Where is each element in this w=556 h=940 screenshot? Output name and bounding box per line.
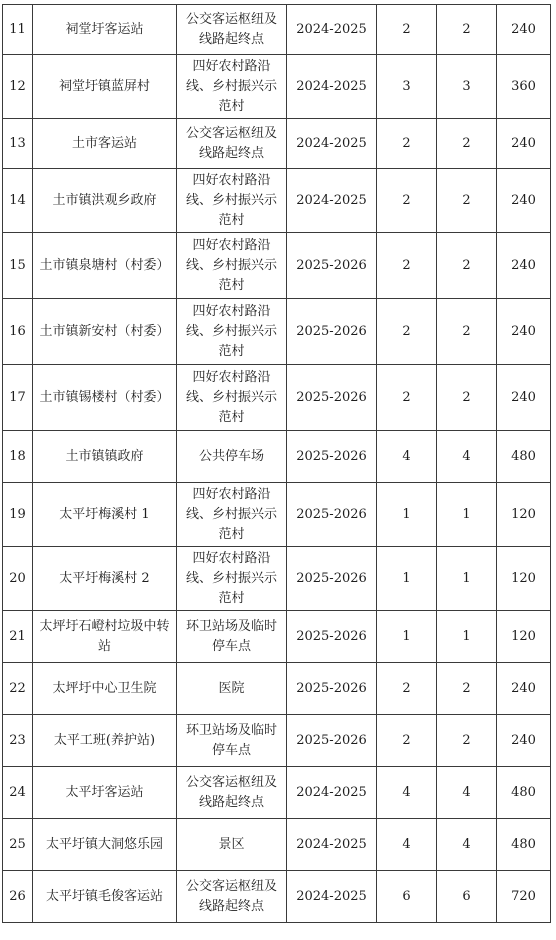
cell-total: 240: [497, 299, 551, 365]
cell-site-type: 环卫站场及临时停车点: [177, 611, 287, 663]
cell-count-a: 2: [377, 5, 437, 55]
cell-location: 土市镇新安村（村委）: [33, 299, 177, 365]
cell-period: 2024-2025: [287, 169, 377, 233]
cell-count-b: 6: [437, 871, 497, 923]
table-row: [3, 169, 551, 233]
cell-number: 23: [3, 715, 33, 767]
cell-location: 土市镇泉塘村（村委）: [33, 233, 177, 299]
cell-count-b: 4: [437, 819, 497, 871]
cell-period: 2025-2026: [287, 483, 377, 547]
cell-location: 太平圩镇毛俊客运站: [33, 871, 177, 923]
cell-location: 祠堂圩客运站: [33, 5, 177, 55]
cell-location: 太平圩梅溪村 1: [33, 483, 177, 547]
cell-count-b: 2: [437, 299, 497, 365]
cell-total: 360: [497, 55, 551, 119]
cell-number: 21: [3, 611, 33, 663]
cell-location: 祠堂圩镇蓝屏村: [33, 55, 177, 119]
cell-count-a: 4: [377, 819, 437, 871]
table-row: [3, 819, 551, 871]
cell-count-a: 2: [377, 663, 437, 715]
cell-period: 2025-2026: [287, 233, 377, 299]
cell-total: 120: [497, 483, 551, 547]
cell-count-a: 4: [377, 431, 437, 483]
cell-number: 26: [3, 871, 33, 923]
cell-count-a: 2: [377, 299, 437, 365]
cell-period: 2024-2025: [287, 5, 377, 55]
cell-period: 2024-2025: [287, 55, 377, 119]
cell-total: 480: [497, 819, 551, 871]
table-row: [3, 365, 551, 431]
cell-site-type: 景区: [177, 819, 287, 871]
cell-number: 14: [3, 169, 33, 233]
cell-count-b: 2: [437, 365, 497, 431]
table-row: [3, 299, 551, 365]
cell-site-type: 四好农村路沿线、乡村振兴示范村: [177, 365, 287, 431]
cell-count-a: 2: [377, 365, 437, 431]
cell-location: 土市镇镇政府: [33, 431, 177, 483]
table-row: [3, 233, 551, 299]
cell-total: 720: [497, 871, 551, 923]
cell-count-b: 1: [437, 547, 497, 611]
cell-site-type: 公交客运枢纽及线路起终点: [177, 119, 287, 169]
cell-period: 2025-2026: [287, 611, 377, 663]
cell-location: 太平圩镇大洞悠乐园: [33, 819, 177, 871]
cell-count-a: 2: [377, 119, 437, 169]
cell-count-b: 2: [437, 169, 497, 233]
cell-total: 240: [497, 169, 551, 233]
cell-site-type: 四好农村路沿线、乡村振兴示范村: [177, 169, 287, 233]
table-row: [3, 119, 551, 169]
cell-count-b: 2: [437, 663, 497, 715]
cell-site-type: 公共停车场: [177, 431, 287, 483]
cell-total: 480: [497, 431, 551, 483]
table-row: [3, 767, 551, 819]
cell-count-a: 2: [377, 233, 437, 299]
table-row: [3, 431, 551, 483]
cell-period: 2024-2025: [287, 119, 377, 169]
cell-period: 2024-2025: [287, 871, 377, 923]
table-row: [3, 483, 551, 547]
table-row: [3, 611, 551, 663]
cell-number: 13: [3, 119, 33, 169]
cell-site-type: 环卫站场及临时停车点: [177, 715, 287, 767]
cell-site-type: 公交客运枢纽及线路起终点: [177, 871, 287, 923]
cell-period: 2024-2025: [287, 767, 377, 819]
cell-site-type: 公交客运枢纽及线路起终点: [177, 767, 287, 819]
cell-number: 12: [3, 55, 33, 119]
cell-count-a: 1: [377, 483, 437, 547]
cell-site-type: 四好农村路沿线、乡村振兴示范村: [177, 233, 287, 299]
cell-number: 20: [3, 547, 33, 611]
cell-count-b: 1: [437, 483, 497, 547]
cell-total: 240: [497, 5, 551, 55]
cell-count-a: 1: [377, 611, 437, 663]
cell-number: 18: [3, 431, 33, 483]
data-table: [2, 4, 551, 923]
cell-site-type: 四好农村路沿线、乡村振兴示范村: [177, 55, 287, 119]
cell-site-type: 四好农村路沿线、乡村振兴示范村: [177, 547, 287, 611]
cell-location: 太平工班(养护站): [33, 715, 177, 767]
cell-location: 土市镇锡楼村（村委）: [33, 365, 177, 431]
cell-number: 16: [3, 299, 33, 365]
cell-total: 480: [497, 767, 551, 819]
cell-period: 2025-2026: [287, 365, 377, 431]
cell-period: 2025-2026: [287, 547, 377, 611]
cell-count-a: 3: [377, 55, 437, 119]
cell-number: 22: [3, 663, 33, 715]
table-row: [3, 715, 551, 767]
cell-count-b: 4: [437, 431, 497, 483]
cell-site-type: 公交客运枢纽及线路起终点: [177, 5, 287, 55]
cell-count-b: 4: [437, 767, 497, 819]
cell-total: 240: [497, 715, 551, 767]
cell-count-a: 2: [377, 169, 437, 233]
cell-count-b: 2: [437, 119, 497, 169]
cell-count-a: 2: [377, 715, 437, 767]
cell-total: 120: [497, 611, 551, 663]
cell-count-b: 1: [437, 611, 497, 663]
cell-location: 太平圩客运站: [33, 767, 177, 819]
cell-number: 25: [3, 819, 33, 871]
cell-count-a: 1: [377, 547, 437, 611]
cell-period: 2025-2026: [287, 299, 377, 365]
cell-period: 2025-2026: [287, 715, 377, 767]
cell-number: 15: [3, 233, 33, 299]
cell-site-type: 医院: [177, 663, 287, 715]
cell-count-b: 2: [437, 5, 497, 55]
cell-number: 24: [3, 767, 33, 819]
cell-number: 11: [3, 5, 33, 55]
cell-location: 太坪圩中心卫生院: [33, 663, 177, 715]
cell-period: 2025-2026: [287, 431, 377, 483]
cell-period: 2025-2026: [287, 663, 377, 715]
cell-location: 土市客运站: [33, 119, 177, 169]
cell-total: 120: [497, 547, 551, 611]
cell-number: 17: [3, 365, 33, 431]
cell-total: 240: [497, 233, 551, 299]
table-row: [3, 547, 551, 611]
cell-count-b: 2: [437, 715, 497, 767]
cell-location: 太平圩梅溪村 2: [33, 547, 177, 611]
cell-number: 19: [3, 483, 33, 547]
cell-total: 240: [497, 365, 551, 431]
cell-location: 太坪圩石嶝村垃圾中转站: [33, 611, 177, 663]
cell-count-b: 2: [437, 233, 497, 299]
cell-count-b: 3: [437, 55, 497, 119]
cell-count-a: 4: [377, 767, 437, 819]
table-row: [3, 871, 551, 923]
cell-site-type: 四好农村路沿线、乡村振兴示范村: [177, 483, 287, 547]
cell-location: 土市镇洪观乡政府: [33, 169, 177, 233]
table-body: [3, 5, 551, 923]
table-row: [3, 663, 551, 715]
cell-total: 240: [497, 663, 551, 715]
table-row: [3, 55, 551, 119]
cell-count-a: 6: [377, 871, 437, 923]
cell-site-type: 四好农村路沿线、乡村振兴示范村: [177, 299, 287, 365]
cell-total: 240: [497, 119, 551, 169]
table-row: [3, 5, 551, 55]
cell-period: 2024-2025: [287, 819, 377, 871]
